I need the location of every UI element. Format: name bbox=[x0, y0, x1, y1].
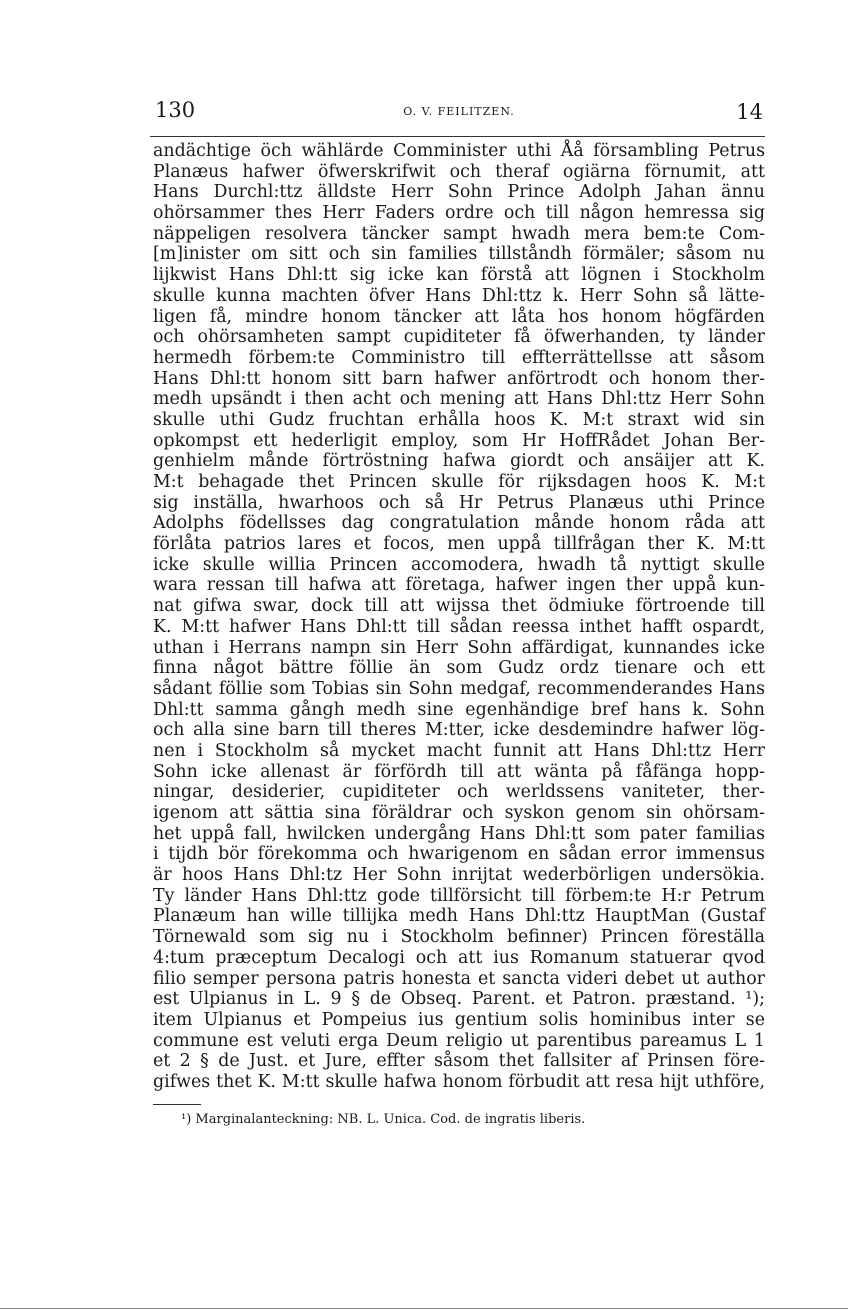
text-line: Planæus hafwer öfwerskrifwit och theraf ogiärna förnumit, att bbox=[153, 161, 765, 182]
page-header bbox=[155, 98, 763, 128]
text-line: och ohörsamheten sampt cupiditeter få öfwerhanden, ty länder bbox=[153, 327, 765, 348]
text-line: ningar, desiderier, cupiditeter och werldssens vaniteter, ther- bbox=[153, 782, 765, 803]
text-line: sådant föllie som Tobias sin Sohn medgaf, recommenderandes Hans bbox=[153, 678, 765, 699]
text-line: andächtige öch wählärde Comminister uthi Åå försambling Petrus bbox=[153, 141, 765, 161]
footnote-rule bbox=[153, 1104, 201, 1105]
text-line: wara ressan till hafwa att företaga, hafwer ingen ther uppå kun- bbox=[153, 575, 765, 596]
text-line: gifwes thet K. M:tt skulle hafwa honom förbudit att resa hijt uthföre, bbox=[153, 1071, 765, 1092]
text-line: i tijdh bör förekomma och hwarigenom en sådan error immensus bbox=[153, 844, 765, 865]
text-line: genhielm månde förtröstning hafwa giordt och ansäijer att K. bbox=[153, 451, 765, 472]
page-edge-line bbox=[0, 1308, 848, 1309]
text-line: K. M:tt hafwer Hans Dhl:tt till sådan reessa inthet hafft ospardt, bbox=[153, 616, 765, 637]
text-line: Dhl:tt samma gångh medh sine egenhändige bref hans k. Sohn bbox=[153, 699, 765, 720]
text-line: het uppå fall, hwilcken undergång Hans Dhl:tt som pater familias bbox=[153, 823, 765, 844]
text-line: Adolphs födellsses dag congratulation månde honom råda att bbox=[153, 513, 765, 534]
text-line: nen i Stockholm så mycket macht funnit att Hans Dhl:ttz Herr bbox=[153, 740, 765, 761]
running-head: O. V. FEILITZEN. bbox=[403, 105, 515, 118]
text-line: ohörsammer thes Herr Faders ordre och till någon hemressa sig bbox=[153, 203, 765, 224]
page-number-right: 14 bbox=[736, 100, 763, 124]
text-line: medh upsändt i then acht och mening att Hans Dhl:ttz Herr Sohn bbox=[153, 389, 765, 410]
text-line: skulle uthi Gudz fruchtan erhålla hoos K. M:t straxt wid sin bbox=[153, 409, 765, 430]
text-line: filio semper persona patris honesta et sancta videri debet ut author bbox=[153, 968, 765, 989]
text-line: 4:tum præceptum Decalogi och att ius Romanum statuerar qvod bbox=[153, 947, 765, 968]
text-line: ligen få, mindre honom täncker att låta hos honom högfärden bbox=[153, 306, 765, 327]
text-line: M:t behagade thet Princen skulle för rijksdagen hoos K. M:t bbox=[153, 472, 765, 492]
text-line: finna något bättre föllie än som Gudz ordz tienare och ett bbox=[153, 658, 765, 679]
text-line: är hoos Hans Dhl:tz Her Sohn inrijtat wederbörligen undersökia. bbox=[153, 865, 765, 886]
text-line: Ty länder Hans Dhl:ttz gode tillförsicht till förbem:te H:r Petrum bbox=[153, 885, 765, 906]
text-line: hermedh förbem:te Comministro till effterrättellsse att såsom bbox=[153, 347, 765, 368]
text-line: item Ulpianus et Pompeius ius gentium solis hominibus inter se bbox=[153, 1009, 765, 1030]
body-text bbox=[153, 141, 765, 1093]
text-line: et 2 § de Just. et Jure, effter såsom thet fallsiter af Prinsen före- bbox=[153, 1051, 765, 1072]
text-line: sig inställa, hwarhoos och så Hr Petrus Planæus uthi Prince bbox=[153, 492, 765, 513]
text-line: lijkwist Hans Dhl:tt sig icke kan förstå att lögnen i Stockholm bbox=[153, 265, 765, 286]
text-line: [m]inister om sitt och sin families tillståndh förmäler; såsom nu bbox=[153, 244, 765, 265]
footnote: ¹) Marginalanteckning: NB. L. Unica. Cod. de ingratis liberis. bbox=[181, 1112, 586, 1127]
page-number-left: 130 bbox=[155, 98, 196, 122]
text-line: skulle kunna machten öfver Hans Dhl:ttz k. Herr Sohn så lätte- bbox=[153, 285, 765, 306]
text-line: Hans Dhl:tt honom sitt barn hafwer anförtrodt och honom ther- bbox=[153, 368, 765, 389]
text-line: igenom att sättia sina föräldrar och syskon genom sin ohörsam- bbox=[153, 803, 765, 823]
text-line: opkompst ett hederligit employ, som Hr HoffRådet Johan Ber- bbox=[153, 430, 765, 451]
text-line: Planæum han wille tillijka medh Hans Dhl:ttz HauptMan (Gustaf bbox=[153, 906, 765, 927]
text-line: näppeligen resolvera täncker sampt hwadh mera bem:te Com- bbox=[153, 223, 765, 244]
text-line: och alla sine barn till theres M:tter, icke desdemindre hafwer lög- bbox=[153, 720, 765, 741]
text-line: est Ulpianus in L. 9 § de Obseq. Parent. et Patron. præstand. ¹); bbox=[153, 989, 765, 1010]
text-line: commune est veluti erga Deum religio ut parentibus pareamus L 1 bbox=[153, 1030, 765, 1051]
text-line: icke skulle willia Princen accomodera, hwadh tå nyttigt skulle bbox=[153, 554, 765, 575]
text-line: nat gifwa swar, dock till att wijssa thet ödmiuke förtroende till bbox=[153, 596, 765, 617]
text-line: förlåta patrios lares et focos, men uppå tillfrågan ther K. M:tt bbox=[153, 534, 765, 555]
text-line: Hans Durchl:ttz älldste Herr Sohn Prince Adolph Jahan ännu bbox=[153, 182, 765, 203]
text-line: Sohn icke allenast är förfördh till att wänta på fåfänga hopp- bbox=[153, 761, 765, 782]
header-rule bbox=[150, 136, 765, 137]
text-line: Törnewald som sig nu i Stockholm befinner) Princen föreställa bbox=[153, 927, 765, 948]
text-line: uthan i Herrans nampn sin Herr Sohn affärdigat, kunnandes icke bbox=[153, 637, 765, 658]
